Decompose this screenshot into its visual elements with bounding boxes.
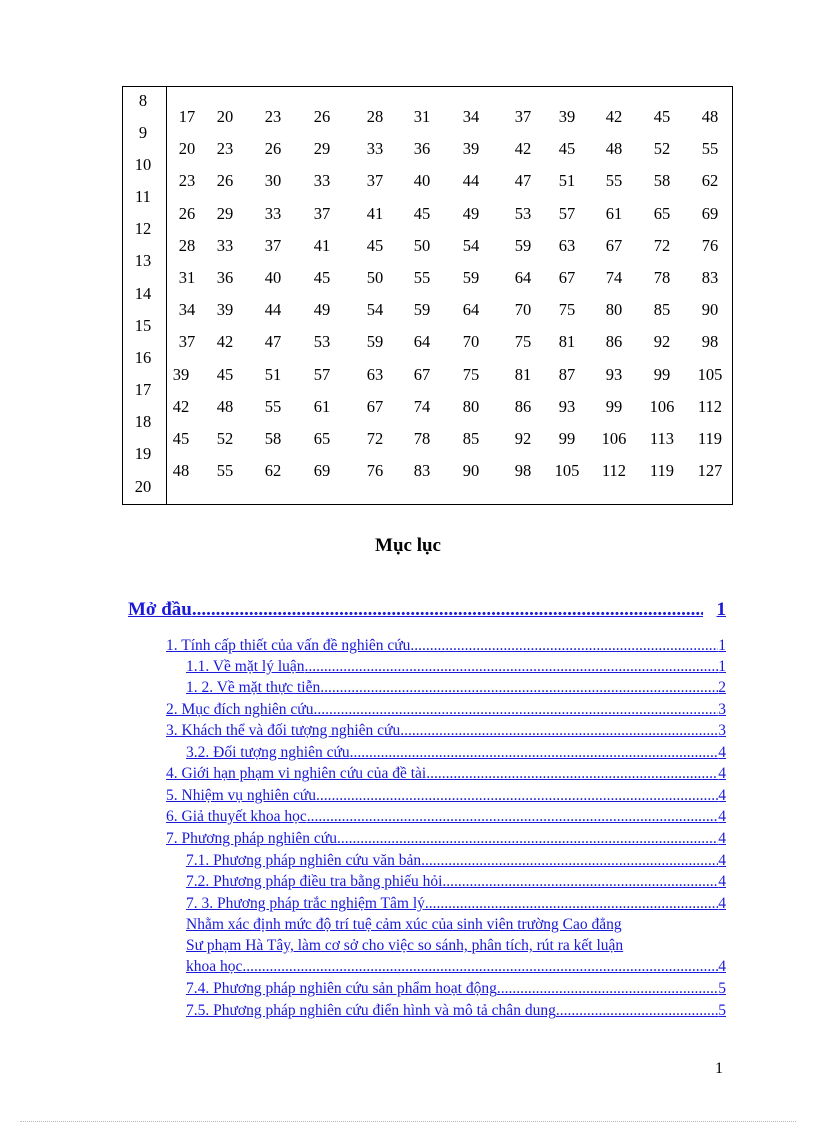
toc-entry-text: 6. Giả thuyết khoa học [166,808,307,825]
table-cell: 93 [558,396,576,416]
toc-entry-page: 3 [718,701,726,718]
table-cell: 98 [701,332,719,352]
table-cell: 106 [601,429,627,448]
toc-entry-text: 3.2. Đối tượng nghiên cứu [186,744,350,761]
table-cell: 49 [313,300,331,320]
table-cell: 37 [313,203,331,223]
toc-entry-text: 1.1. Về mặt lý luận [186,658,305,675]
table-cell: 52 [653,139,671,159]
toc-entry[interactable] [186,743,726,763]
table-cell: 45 [366,235,384,255]
table-cell: 42 [216,332,234,352]
table-cell: 54 [462,235,480,255]
table-cell: 63 [558,235,576,255]
table-cell: 26 [264,139,282,159]
table-cell: 64 [413,332,431,352]
table-cell: 99 [558,429,576,448]
table-cell: 69 [313,461,331,481]
table-cell: 30 [264,171,282,191]
toc-entry-page: 4 [718,895,726,912]
toc-entry-page: 4 [718,958,726,975]
table-cell: 42 [605,107,623,126]
toc-entry-page: 5 [718,980,726,997]
toc-entry-text: 7.5. Phương pháp nghiên cứu điển hình và mô tả chân dung [186,1002,556,1019]
table-cell: 54 [366,300,384,320]
table-cell: 33 [264,203,282,223]
table-cell: 45 [558,139,576,159]
toc-entry-page: 4 [718,787,726,804]
table-cell: 50 [366,268,384,287]
number-table [122,86,733,505]
table-cell: 62 [701,171,719,191]
table-cell: 80 [605,300,623,320]
toc-entry[interactable] [166,807,726,827]
table-cell: 57 [313,364,331,384]
table-cell: 47 [264,332,282,352]
table-cell: 58 [264,429,282,448]
toc-leader [421,851,718,871]
table-cell: 49 [462,203,480,223]
table-cell: 37 [178,332,196,352]
toc-leader [192,598,703,622]
table-cell: 78 [653,268,671,287]
row-label: 15 [134,316,152,335]
table-cell: 23 [178,171,196,191]
table-cell: 23 [264,107,282,126]
table-cell: 39 [172,364,190,384]
toc-entry-text: 1. 2. Về mặt thực tiễn [186,679,321,696]
toc-entry[interactable] [166,636,726,656]
table-cell: 31 [413,107,431,126]
table-cell: 59 [514,235,532,255]
table-cell: 39 [558,107,576,126]
table-cell: 50 [413,235,431,255]
table-cell: 86 [605,332,623,352]
toc-leader [556,1001,718,1021]
table-cell: 42 [514,139,532,159]
toc-entry-page: 1 [716,599,726,620]
table-cell: 64 [462,300,480,320]
toc-leader [426,764,718,784]
table-cell: 57 [558,203,576,223]
toc-entry-text: khoa học. [186,958,247,975]
toc-entry-text: 3. Khách thể và đối tượng nghiên cứu [166,722,401,739]
table-cell: 33 [313,171,331,191]
table-cell: 87 [558,364,576,384]
table-cell: 26 [216,171,234,191]
table-cell: 31 [178,268,196,287]
table-cell: 20 [216,107,234,126]
toc-leader [442,872,718,892]
toc-leader [350,743,719,763]
table-cell: 39 [216,300,234,320]
table-cell: 75 [558,300,576,320]
table-cell: 61 [313,396,331,416]
toc-leader [316,786,718,806]
table-cell: 112 [697,396,723,416]
table-cell: 85 [462,429,480,448]
table-cell: 47 [514,171,532,191]
table-cell: 112 [601,461,627,481]
table-cell: 72 [653,235,671,255]
toc-entry[interactable] [186,657,726,677]
table-cell: 45 [172,429,190,448]
table-cell: 37 [366,171,384,191]
toc-entry-page: 5 [718,1002,726,1019]
table-cell: 76 [701,235,719,255]
table-cell: 72 [366,429,384,448]
table-cell: 55 [216,461,234,481]
table-cell: 90 [701,300,719,320]
table-cell: 55 [701,139,719,159]
toc-leader [400,721,718,741]
table-cell: 80 [462,396,480,416]
table-cell: 64 [514,268,532,287]
table-cell: 34 [462,107,480,126]
toc-leader [246,957,718,977]
row-label: 19 [134,444,152,463]
toc-entry-text: 7. Phương pháp nghiên cứu [166,830,337,847]
table-cell: 90 [462,461,480,481]
table-cell: 93 [605,364,623,384]
table-cell: 42 [172,396,190,416]
toc-entry[interactable] [166,721,726,741]
table-cell: 48 [605,139,623,159]
page-number: 1 [715,1060,723,1077]
row-label: 17 [134,380,152,399]
table-cell: 119 [649,461,675,481]
row-label: 12 [134,219,152,238]
toc-entry[interactable] [186,872,726,892]
table-cell: 53 [514,203,532,223]
table-cell: 105 [554,461,580,481]
table-cell: 51 [558,171,576,191]
table-cell: 39 [462,139,480,159]
table-cell: 41 [313,235,331,255]
table-cell: 48 [216,396,234,416]
toc-entry[interactable] [186,894,726,914]
table-cell: 20 [178,139,196,159]
toc-entry-text: 7.4. Phương pháp nghiên cứu sản phẩm hoạt động [186,980,497,997]
table-cell: 67 [366,396,384,416]
toc-entry[interactable] [186,979,726,999]
table-cell: 48 [172,461,190,481]
table-cell: 106 [649,396,675,416]
table-cell: 85 [653,300,671,320]
table-cell: 28 [366,107,384,126]
table-cell: 75 [514,332,532,352]
table-cell: 83 [701,268,719,287]
toc-leader [313,700,718,720]
toc-entry-text: 2. Mục đích nghiên cứu [166,701,314,718]
toc-entry-text: 1. Tính cấp thiết của vấn đề nghiên cứu [166,637,411,654]
table-cell: 36 [413,139,431,159]
table-cell: 67 [605,235,623,255]
table-cell: 81 [558,332,576,352]
table-cell: 59 [462,268,480,287]
table-cell: 75 [462,364,480,384]
page-bottom-rule [20,1121,796,1122]
table-cell: 99 [653,364,671,384]
table-cell: 37 [514,107,532,126]
table-cell: 70 [462,332,480,352]
toc-leader [425,894,718,914]
table-cell: 29 [216,203,234,223]
table-cell: 53 [313,332,331,352]
table-cell: 74 [413,396,431,416]
toc-entry[interactable] [166,700,726,720]
toc-entry-page: 4 [718,808,726,825]
table-cell: 92 [653,332,671,352]
table-cell: 52 [216,429,234,448]
table-cell: 127 [697,461,723,481]
table-cell: 29 [313,139,331,159]
toc-entry-intro[interactable] [128,598,726,622]
row-label: 20 [134,477,152,496]
table-cell: 59 [413,300,431,320]
table-cell: 55 [264,396,282,416]
table-cell: 40 [264,268,282,287]
toc-entry-page: 1 [718,637,726,654]
table-cell: 33 [366,139,384,159]
toc-entry-text: 5. Nhiệm vụ nghiên cứu [166,787,317,804]
table-cell: 17 [178,107,196,126]
toc-entry-page: 2 [718,679,726,696]
row-label: 10 [134,155,152,174]
table-cell: 74 [605,268,623,287]
table-cell: 28 [178,235,196,255]
table-cell: 105 [697,364,723,384]
toc-entry-text: 4. Giới hạn phạm vi nghiên cứu của đề tài [166,765,427,782]
toc-entry-page: 4 [718,744,726,761]
toc-leader [305,657,719,677]
toc-leader [410,636,718,656]
table-cell: 65 [653,203,671,223]
table-cell: 37 [264,235,282,255]
row-label: 18 [134,412,152,431]
toc-leader [307,807,718,827]
toc-entry-text: 7.1. Phương pháp nghiên cứu văn bản [186,852,422,869]
toc-leader [320,678,718,698]
toc-entry[interactable] [186,851,726,871]
toc-entry-text: 7.2. Phương pháp điều tra bằng phiếu hỏi [186,873,443,890]
row-label: 9 [138,123,148,142]
toc-entry-page: 4 [718,873,726,890]
table-cell: 61 [605,203,623,223]
table-cell: 113 [649,429,675,448]
table-cell: 70 [514,300,532,320]
table-cell: 76 [366,461,384,481]
table-cell: 44 [462,171,480,191]
table-cell: 45 [413,203,431,223]
toc-entry[interactable] [186,678,726,698]
table-cell: 26 [178,203,196,223]
row-label: 11 [135,187,151,206]
row-label: 13 [134,251,152,270]
table-cell: 65 [313,429,331,448]
toc-entry[interactable] [166,786,726,806]
table-cell: 59 [366,332,384,352]
toc-entry-page: 4 [718,765,726,782]
table-cell: 81 [514,364,532,384]
table-cell: 83 [413,461,431,481]
toc-entry-page: 4 [718,852,726,869]
toc-leader [337,829,718,849]
table-cell: 45 [313,268,331,287]
table-cell: 78 [413,429,431,448]
toc-entry[interactable] [186,1001,726,1021]
table-cell: 67 [558,268,576,287]
toc-entry[interactable] [186,957,726,977]
table-cell: 119 [697,429,723,448]
table-cell: 36 [216,268,234,287]
row-label: 14 [134,284,152,303]
table-cell: 98 [514,461,532,481]
table-cell: 86 [514,396,532,416]
table-cell: 23 [216,139,234,159]
toc-entry-page: 1 [718,658,726,675]
toc-note-line[interactable]: Sư phạm Hà Tây, làm cơ sở cho việc so sánh, phân tích, rút ra kết luận [186,937,624,954]
toc-leader [497,979,718,999]
table-cell: 48 [701,107,719,126]
table-cell: 40 [413,171,431,191]
row-label: 16 [134,348,152,367]
table-cell: 34 [178,300,196,320]
table-cell: 45 [653,107,671,126]
table-cell: 51 [264,364,282,384]
table-cell: 41 [366,203,384,223]
table-cell: 69 [701,203,719,223]
table-cell: 26 [313,107,331,126]
table-cell: 44 [264,300,282,320]
table-cell: 63 [366,364,384,384]
table-cell: 62 [264,461,282,481]
toc-note-line[interactable]: Nhằm xác định mức độ trí tuệ cảm xúc của sinh viên trường Cao đẳng [186,916,622,933]
toc-entry-text: Mở đầu [128,599,192,620]
table-cell: 55 [605,171,623,191]
toc-entry[interactable] [166,829,726,849]
row-label: 8 [138,91,148,110]
toc-entry-text: 7. 3. Phương pháp trắc nghiệm Tâm lý [186,895,425,912]
table-cell: 55 [413,268,431,287]
table-cell: 45 [216,364,234,384]
table-cell: 58 [653,171,671,191]
table-cell: 67 [413,364,431,384]
table-cell: 99 [605,396,623,416]
table-cell: 92 [514,429,532,448]
toc-entry-page: 3 [718,722,726,739]
toc-entry-page: 4 [718,830,726,847]
table-cell: 33 [216,235,234,255]
toc-title: Mục lục [375,535,441,556]
toc-entry[interactable] [166,764,726,784]
